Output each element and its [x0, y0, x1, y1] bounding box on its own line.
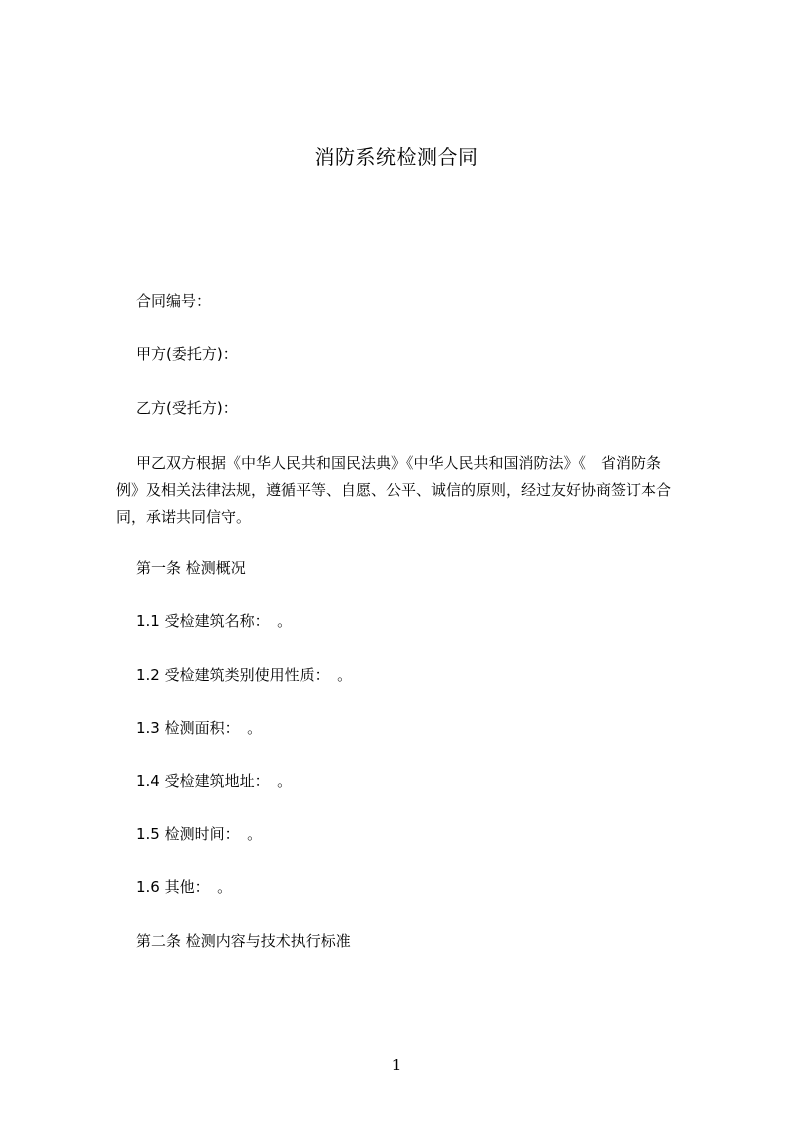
- article-1-heading: 第一条 检测概况: [136, 559, 246, 577]
- party-b-label: 乙方(受托方)：: [136, 399, 238, 417]
- article-1-item: 1.4 受检建筑地址： 。: [136, 772, 293, 790]
- preamble-line: 甲乙双方根据《中华人民共和国民法典》《中华人民共和国消防法》《 省消防条: [136, 454, 662, 472]
- article-1-item: 1.2 受检建筑类别使用性质： 。: [136, 666, 353, 684]
- article-1-item: 1.6 其他： 。: [136, 878, 233, 896]
- document-title: 消防系统检测合同: [314, 145, 479, 169]
- preamble-line: 同，承诺共同信守。: [116, 508, 252, 526]
- article-1-item: 1.1 受检建筑名称： 。: [136, 612, 293, 630]
- preamble-line: 例》及相关法律法规，遵循平等、自愿、公平、诚信的原则，经过友好协商签订本合: [116, 481, 672, 499]
- article-1-item: 1.5 检测时间： 。: [136, 825, 263, 843]
- article-2-heading: 第二条 检测内容与技术执行标准: [136, 932, 351, 950]
- preamble-paragraph: [116, 450, 716, 531]
- contract-number-label: 合同编号：: [136, 292, 212, 310]
- page-number: 1: [391, 1056, 402, 1074]
- article-1-item: 1.3 检测面积： 。: [136, 719, 263, 737]
- party-a-label: 甲方(委托方)：: [136, 345, 238, 363]
